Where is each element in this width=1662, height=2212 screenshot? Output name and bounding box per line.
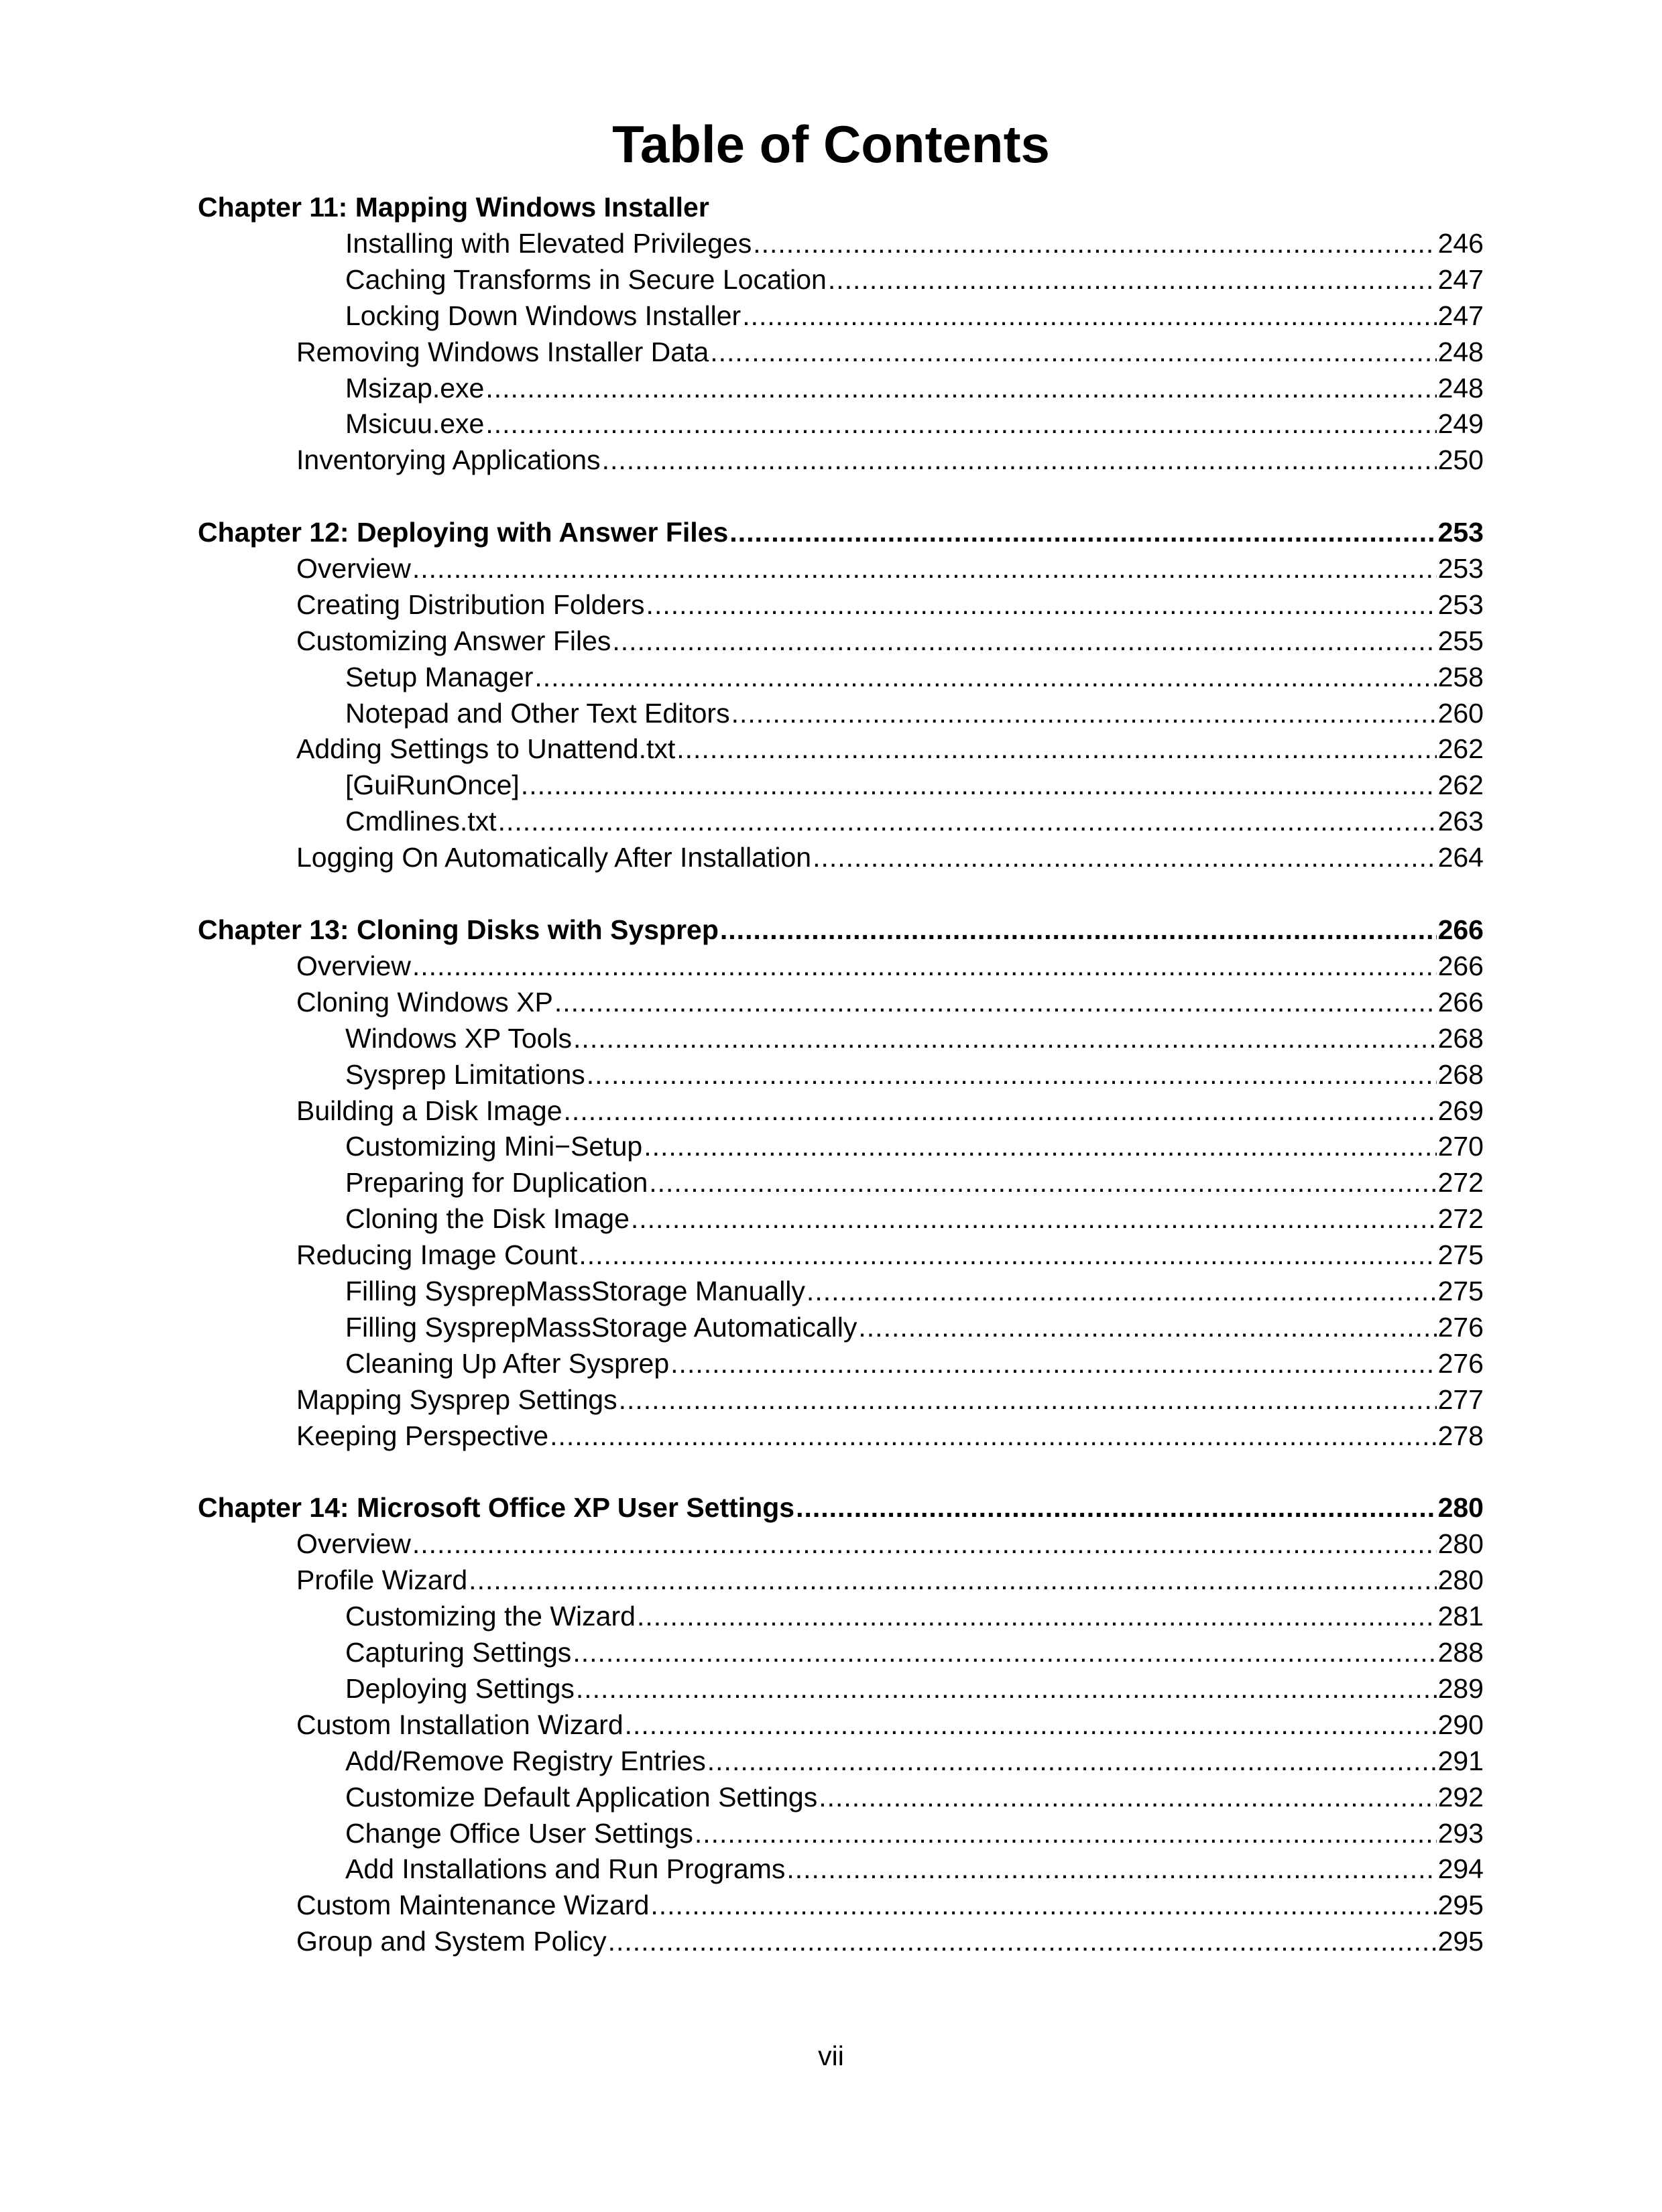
toc-dot-leader [587,1056,1437,1093]
toc-dot-leader [573,1634,1436,1670]
toc-entry [345,1345,1484,1381]
toc-dot-leader [579,1237,1436,1273]
toc-page-number: 278 [1437,1420,1484,1451]
toc-entry [296,948,1484,984]
toc-page-number: 294 [1437,1853,1484,1884]
toc-entry [345,1056,1484,1093]
toc-dot-leader [612,623,1436,659]
toc-page-number: 247 [1437,300,1484,331]
toc-dot-leader [786,1851,1436,1887]
toc-entry [345,1598,1484,1634]
toc-dot-leader [858,1309,1436,1345]
toc-page-number: 247 [1437,264,1484,295]
toc-page-number: 290 [1437,1709,1484,1740]
toc-entry [345,1743,1484,1779]
toc-dot-leader [498,803,1437,839]
toc-page-number: 253 [1437,517,1484,548]
toc-dot-leader [644,1128,1436,1164]
toc-page-number: 268 [1437,1059,1484,1090]
toc-entry-title: Cleaning Up After Sysprep [345,1348,670,1379]
toc-entry-title: Filling SysprepMassStorage Automatically [345,1312,857,1343]
toc-dot-leader [412,550,1437,587]
toc-entry-title: Add/Remove Registry Entries [345,1745,706,1776]
toc-entry-title: Msizap.exe [345,373,485,404]
toc-entry-title: Overview [296,553,411,584]
toc-entry-title: Installing with Elevated Privileges [345,228,752,259]
toc-page-number: 295 [1437,1926,1484,1957]
toc-dot-leader [619,1381,1437,1418]
toc-page-number: 253 [1437,553,1484,584]
toc-entry [296,1093,1484,1129]
toc-chapter-entry [198,912,1484,948]
toc-entry [296,587,1484,623]
toc-page-number: 272 [1437,1167,1484,1198]
toc-entry-title: Cloning the Disk Image [345,1203,630,1234]
toc-entry [296,550,1484,587]
toc-entry-title: Customize Default Application Settings [345,1782,818,1812]
toc-entry [345,225,1484,261]
toc-page-number: 264 [1437,842,1484,873]
toc-page-number: 275 [1437,1276,1484,1306]
toc-dot-leader [828,261,1437,298]
toc-page-number: 258 [1437,662,1484,692]
toc-entry-title: Overview [296,950,411,981]
toc-page-number: 276 [1437,1348,1484,1379]
toc-page-number: 280 [1437,1564,1484,1595]
toc-dot-leader [753,225,1436,261]
toc-dot-leader [631,1201,1437,1237]
toc-page-number: 248 [1437,336,1484,367]
toc-dot-leader [608,1923,1437,1959]
toc-entry [345,1670,1484,1707]
toc-entry-title: Cloning Windows XP [296,987,553,1018]
toc-entry [296,1887,1484,1923]
toc-dot-leader [710,334,1436,370]
toc-entry-title: Caching Transforms in Secure Location [345,264,827,295]
toc-entry-title: Locking Down Windows Installer [345,300,741,331]
toc-entry [345,1128,1484,1164]
toc-entry [296,1707,1484,1743]
toc-entry-title: Removing Windows Installer Data [296,336,709,367]
toc-dot-leader [731,695,1437,731]
toc-entry [345,1020,1484,1056]
toc-entry [345,1815,1484,1851]
toc-dot-leader [650,1887,1436,1923]
toc-entry-title: Preparing for Duplication [345,1167,648,1198]
toc-entry-title: Building a Disk Image [296,1095,562,1126]
toc-dot-leader [412,948,1437,984]
toc-dot-leader [649,1164,1436,1201]
toc-entry-title: Overview [296,1528,411,1559]
toc-page-number: 249 [1437,408,1484,439]
toc-dot-leader [676,731,1436,767]
toc-chapter-entry [198,189,1484,225]
page-title: Table of Contents [612,115,1050,174]
toc-entry [296,839,1484,875]
toc-entry-title: Custom Maintenance Wizard [296,1890,650,1920]
toc-dot-leader [742,298,1436,334]
toc-entry-title: Add Installations and Run Programs [345,1853,786,1884]
toc-page-number: 295 [1437,1890,1484,1920]
toc-entry-title: Keeping Perspective [296,1420,549,1451]
toc-dot-leader [564,1093,1437,1129]
toc-page-number: 292 [1437,1782,1484,1812]
toc-entry-title: Chapter 11: Mapping Windows Installer [198,192,709,223]
toc-entry [345,261,1484,298]
toc-entry-title: Deploying Settings [345,1673,575,1704]
toc-page-number: 260 [1437,698,1484,729]
toc-entry [296,623,1484,659]
toc-entry [296,1923,1484,1959]
toc-entry-title: Mapping Sysprep Settings [296,1384,617,1415]
toc-entry-title: Sysprep Limitations [345,1059,585,1090]
toc-entry [345,370,1484,406]
page-number: vii [818,2040,844,2071]
toc-chapter-entry [198,1489,1484,1526]
toc-page-number: 280 [1437,1492,1484,1523]
toc-entry-title: Chapter 12: Deploying with Answer Files [198,517,729,548]
toc-dot-leader [625,1707,1437,1743]
toc-dot-leader [573,1020,1437,1056]
toc-entry [345,1779,1484,1815]
toc-dot-leader [670,1345,1436,1381]
toc-dot-leader [695,1815,1437,1851]
toc-entry-title: Profile Wizard [296,1564,468,1595]
toc-entry [296,984,1484,1020]
toc-entry-title: Filling SysprepMassStorage Manually [345,1276,805,1306]
toc-page-number: 266 [1437,914,1484,945]
toc-dot-leader [602,442,1437,478]
toc-entry [345,298,1484,334]
toc-dot-leader [550,1418,1437,1454]
toc-dot-leader [637,1598,1437,1634]
toc-page-number: 268 [1437,1023,1484,1054]
toc-entry [296,1526,1484,1562]
toc-entry-title: Customizing Mini−Setup [345,1131,643,1162]
toc-dot-leader [707,1743,1437,1779]
toc-dot-leader [819,1779,1436,1815]
toc-entry [345,406,1484,442]
toc-entry-title: Inventorying Applications [296,444,601,475]
toc-page-number: 246 [1437,228,1484,259]
toc-entry [345,1851,1484,1887]
toc-dot-leader [534,659,1436,695]
toc-dot-leader [796,1489,1437,1526]
toc-dot-leader [412,1526,1437,1562]
toc-page-number: 275 [1437,1239,1484,1270]
toc-entry-title: Cmdlines.txt [345,806,497,837]
toc-entry [296,442,1484,478]
toc-entry-title: Logging On Automatically After Installation [296,842,812,873]
toc-entry [296,1562,1484,1598]
toc-dot-leader [720,912,1437,948]
toc-entry [296,1237,1484,1273]
toc-page-number: 288 [1437,1637,1484,1668]
toc-entry [345,695,1484,731]
toc-entry [296,1381,1484,1418]
toc-entry [345,1634,1484,1670]
toc-entry [345,659,1484,695]
toc-dot-leader [554,984,1437,1020]
toc-entry [345,1309,1484,1345]
toc-page-number: 266 [1437,987,1484,1018]
toc-page-number: 289 [1437,1673,1484,1704]
toc-entry-title: Chapter 14: Microsoft Office XP User Settings [198,1492,795,1523]
toc-page-number: 276 [1437,1312,1484,1343]
toc-entry [345,1273,1484,1309]
toc-page-number: 270 [1437,1131,1484,1162]
toc-page-number: 250 [1437,444,1484,475]
toc-dot-leader [485,370,1436,406]
toc-entry-title: Capturing Settings [345,1637,572,1668]
toc-entry-title: Reducing Image Count [296,1239,578,1270]
toc-entry-title: Customizing Answer Files [296,625,611,656]
toc-entry-title: Custom Installation Wizard [296,1709,624,1740]
toc-entry [296,334,1484,370]
toc-dot-leader [729,514,1436,550]
toc-dot-leader [576,1670,1437,1707]
toc-entry [296,731,1484,767]
toc-page-number: 263 [1437,806,1484,837]
toc-entry-title: Change Office User Settings [345,1818,693,1849]
toc-chapter-entry [198,514,1484,550]
toc-entry-title: Adding Settings to Unattend.txt [296,733,676,764]
toc-entry-title: Chapter 13: Cloning Disks with Sysprep [198,914,719,945]
toc-page-number: 269 [1437,1095,1484,1126]
toc-page-number: 266 [1437,950,1484,981]
toc-dot-leader [521,767,1437,803]
toc-entry [345,1201,1484,1237]
toc-entry-title: Group and System Policy [296,1926,607,1957]
toc-page-number: 262 [1437,770,1484,800]
toc-dot-leader [485,406,1436,442]
toc-page-number: 248 [1437,373,1484,404]
toc-page-number: 253 [1437,589,1484,620]
toc-dot-leader [807,1273,1437,1309]
toc-entry [345,767,1484,803]
toc-entry [345,1164,1484,1201]
toc-dot-leader [469,1562,1436,1598]
toc-entry-title: Windows XP Tools [345,1023,573,1054]
toc-page-number: 281 [1437,1601,1484,1632]
toc-entry [296,1418,1484,1454]
toc-page-number: 280 [1437,1528,1484,1559]
toc-page-number: 272 [1437,1203,1484,1234]
toc-page-number: 277 [1437,1384,1484,1415]
toc-entry-title: Customizing the Wizard [345,1601,636,1632]
toc-page-number: 291 [1437,1745,1484,1776]
toc-page-number: 293 [1437,1818,1484,1849]
toc-dot-leader [646,587,1437,623]
toc-entry-title: Msicuu.exe [345,408,485,439]
toc-entry-title: [GuiRunOnce] [345,770,520,800]
toc-entry-title: Creating Distribution Folders [296,589,645,620]
toc-entry [345,803,1484,839]
toc-entry-title: Notepad and Other Text Editors [345,698,730,729]
toc-page-number: 262 [1437,733,1484,764]
toc-page-number: 255 [1437,625,1484,656]
toc-entry-title: Setup Manager [345,662,534,692]
toc-dot-leader [813,839,1437,875]
